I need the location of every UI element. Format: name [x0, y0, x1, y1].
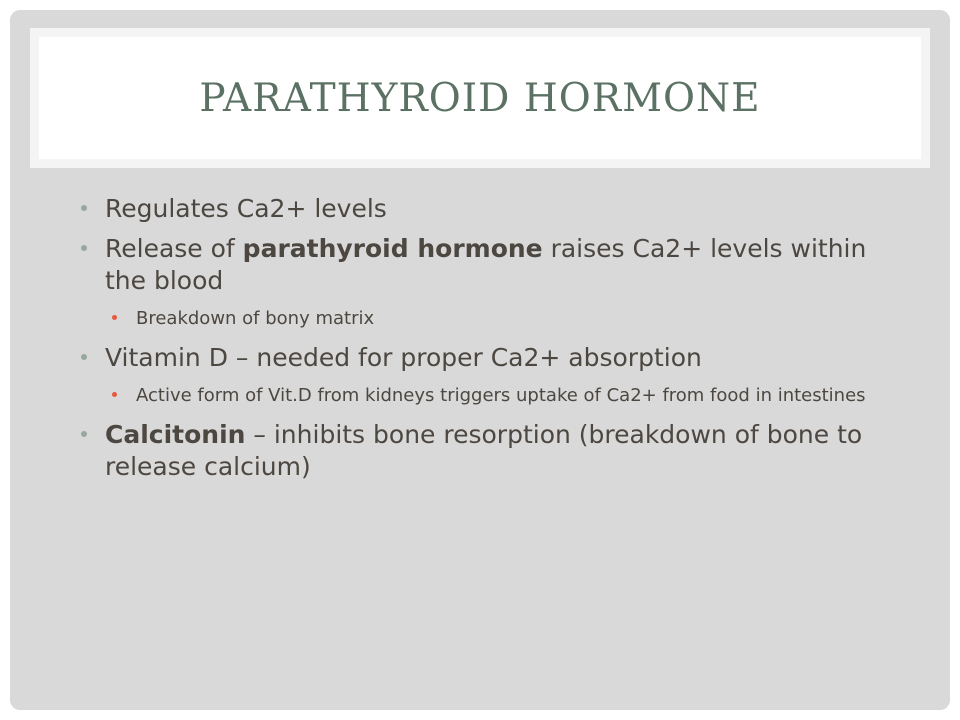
slide [10, 10, 950, 710]
bullet-text [105, 234, 866, 295]
sub-bullet-dot [112, 315, 117, 320]
slide-title: PARATHYROID HORMONE [199, 75, 761, 121]
bullet-text-bold: Calcitonin [105, 420, 246, 449]
sub-bullet-text: Active form of Vit.D from kidneys triggers uptake of Ca2+ from food in intestines [136, 385, 866, 406]
bullet-text-plain: Release of [105, 234, 243, 263]
bullet-text [105, 420, 862, 481]
bullet-item-2 [80, 233, 900, 297]
sub-bullet-text: Breakdown of bony matrix [136, 308, 375, 329]
bullet-text-plain: raises Ca2+ levels within the blood [105, 234, 867, 295]
sub-bullet-item-2 [80, 382, 900, 409]
bullet-item-3 [80, 342, 900, 374]
bullet-dot [81, 205, 87, 211]
bullet-item-4 [80, 419, 900, 483]
slide-body [80, 193, 900, 491]
bullet-item-1 [80, 193, 900, 225]
bullet-text-bold: parathyroid hormone [242, 234, 543, 263]
sub-bullet-item-1 [80, 305, 900, 332]
bullet-text: Vitamin D – needed for proper Ca2+ absorption [105, 343, 702, 372]
bullet-dot [81, 431, 87, 437]
bullet-dot [81, 245, 87, 251]
bullet-text-plain: – inhibits bone resorption (breakdown of bone to release calcium) [105, 420, 863, 481]
title-box [39, 37, 921, 159]
title-frame [30, 28, 930, 168]
bullet-dot [81, 354, 87, 360]
sub-bullet-dot [112, 392, 117, 397]
bullet-text: Regulates Ca2+ levels [105, 194, 387, 223]
bullet-list [80, 193, 900, 483]
